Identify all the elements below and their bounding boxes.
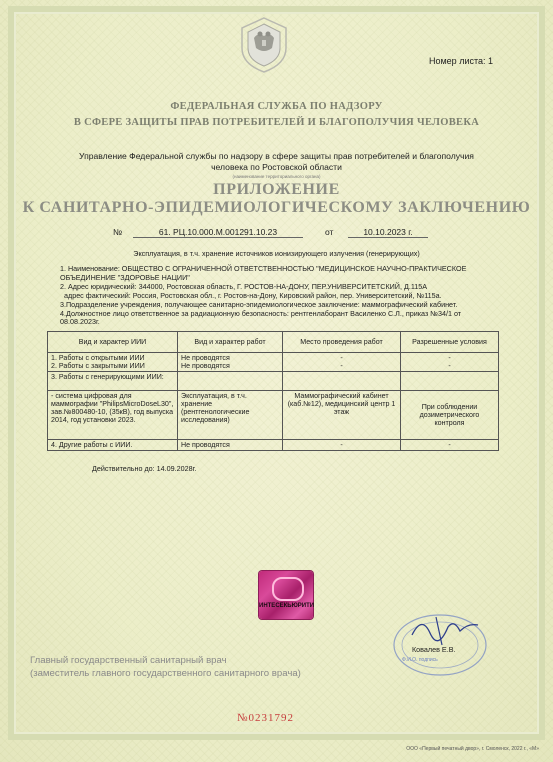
number-prefix: №: [113, 227, 123, 237]
info-name: 1. Наименование: ОБЩЕСТВО С ОГРАНИЧЕННОЙ ОТВЕТСТВЕННОСТЬЮ "МЕДИЦИНСКОЕ НАУЧНО-ПРАКТИЧЕСКОЕ ОБЪЕДИНЕНИЕ "ЗДОРОВЬЕ НАЦИИ": [60, 264, 467, 282]
table-header: Разрешенные условия: [401, 332, 499, 353]
signature-stamp-icon: [382, 605, 492, 677]
title-line2: К САНИТАРНО-ЭПИДЕМИОЛОГИЧЕСКОМУ ЗАКЛЮЧЕНИЮ: [22, 199, 531, 216]
table-header-row: [48, 332, 499, 353]
table-cell: Эксплуатация, в т.ч. хранение (рентгенологические исследования): [178, 391, 283, 440]
table-header: Вид и характер работ: [178, 332, 283, 353]
table-cell: При соблюдении дозиметрического контроля: [401, 391, 499, 440]
info-responsible: 4.Должностное лицо ответственное за радиационную безопасность: рентгенлаборант Василенко С.Л., приказ №34/1 от 08.08.2023г.: [60, 308, 462, 327]
table-header: Вид и характер ИИИ: [48, 332, 178, 353]
table-cell: - система цифровая для маммографии "PhilipsMicroDoseL30", зав.№800480-10, (35кВ), год выпуска 2014, год установки 2023.: [48, 391, 178, 440]
chief-doctor-title: Главный государственный санитарный врач: [30, 655, 227, 666]
hologram-sticker: [259, 571, 313, 619]
table-row: [48, 353, 499, 372]
table-cell: Не проводятся Не проводятся: [178, 353, 283, 372]
table-cell: Маммографический кабинет (каб.№12), медицинский центр 1 этаж: [283, 391, 401, 440]
table-cell: -: [283, 440, 401, 451]
department-name: Управление Федеральной службы по надзору в сфере защиты прав потребителей и благополучия человека по Ростовской области: [79, 151, 474, 172]
title-line1: ПРИЛОЖЕНИЕ: [213, 181, 340, 198]
table-row: [48, 440, 499, 451]
printer-info: ООО «Первый печатный двор», г. Смоленск, 2022 г., «М»: [406, 746, 539, 752]
table-cell: [178, 372, 283, 391]
hologram-text: ИНТЕСЕКЬЮРИТИ: [259, 603, 315, 609]
number-from: от: [325, 227, 334, 237]
table-cell: -: [401, 440, 499, 451]
radiation-sources-table: [47, 331, 499, 451]
document-date: 10.10.2023 г.: [348, 227, 428, 238]
info-legal-address: 2. Адрес юридический: 344000, Ростовская область, Г. РОСТОВ-НА-ДОНУ, ПЕР.УНИВЕРСИТЕТСКИЙ, Д.115А: [60, 281, 428, 291]
info-division: 3.Подразделение учреждения, получающее санитарно-эпидемиологическое заключение: маммографический кабинет.: [60, 299, 458, 309]
valid-until: Действительно до: 14.09.2028г.: [92, 464, 197, 473]
document-number-line: [0, 227, 553, 239]
chief-doctor-subtitle: (заместитель главного государственного санитарного врача): [30, 668, 301, 679]
info-actual-address: адрес фактический: Россия, Ростовская обл., г. Ростов-на-Дону, Кировский район, пер. Университетский, №115а.: [64, 290, 442, 300]
coat-of-arms-emblem-icon: [236, 14, 292, 74]
serial-number: №0231792: [237, 712, 294, 724]
organization-line1: ФЕДЕРАЛЬНАЯ СЛУЖБА ПО НАДЗОРУ: [170, 101, 383, 112]
signer-name: Ковалев Е.В.: [412, 645, 456, 654]
stamp-text: Ф.И.О. подпись: [402, 657, 438, 663]
table-row: [48, 391, 499, 440]
table-cell: 1. Работы с открытыми ИИИ 2. Работы с закрытыми ИИИ: [48, 353, 178, 372]
table-row: [48, 372, 499, 391]
hologram-logo-icon: [272, 577, 304, 601]
table-cell: Не проводятся: [178, 440, 283, 451]
document-number: 61. РЦ.10.000.М.001291.10.23: [133, 227, 303, 238]
table-header: Место проведения работ: [283, 332, 401, 353]
table-cell: 4. Другие работы с ИИИ.: [48, 440, 178, 451]
department-hint: (наименование территориального органа): [232, 174, 321, 179]
table-cell: [283, 372, 401, 391]
sheet-number: Номер листа: 1: [428, 56, 493, 66]
table-cell: - -: [401, 353, 499, 372]
organization-line2: В СФЕРЕ ЗАЩИТЫ ПРАВ ПОТРЕБИТЕЛЕЙ И БЛАГОПОЛУЧИЯ ЧЕЛОВЕКА: [73, 117, 480, 128]
table-cell: [401, 372, 499, 391]
table-cell: - -: [283, 353, 401, 372]
info-block: [60, 265, 490, 327]
activity-type: Эксплуатация, в т.ч. хранение источников ионизирующего излучения (генерирующих): [133, 249, 420, 258]
table-cell: 3. Работы с генерирующими ИИИ:: [48, 372, 178, 391]
